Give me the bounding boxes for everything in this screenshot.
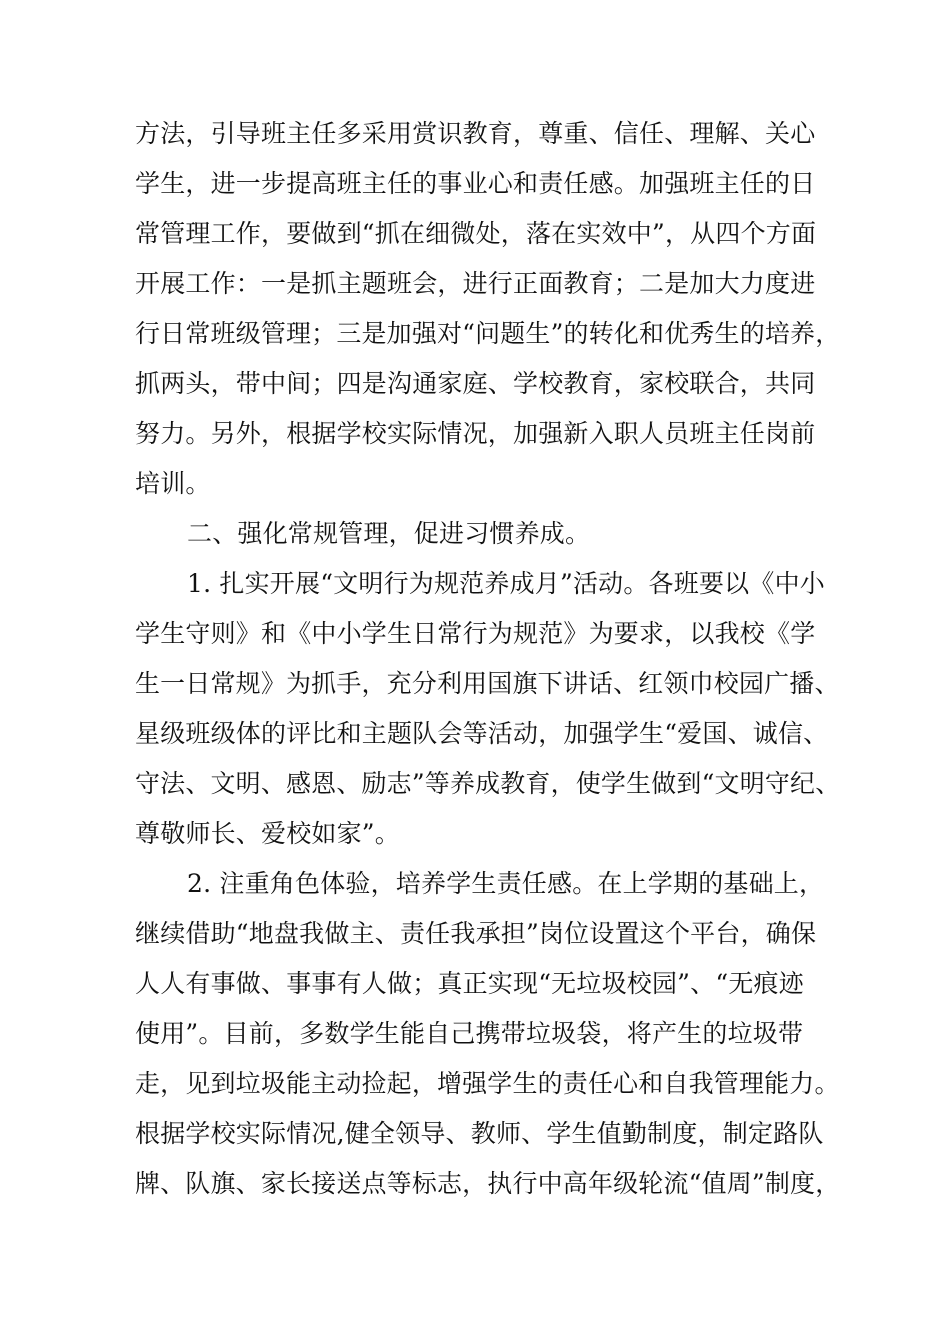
body-text-line: 走，见到垃圾能主动捡起，增强学生的责任心和自我管理能力。 (135, 1069, 840, 1098)
body-text-line: 根据学校实际情况,健全领导、教师、学生值勤制度，制定路队 (135, 1119, 824, 1148)
body-text-line: 守法、文明、感恩、励志”等养成教育，使学生做到“文明守纪、 (135, 769, 841, 798)
body-text-line: 行日常班级管理；三是加强对“问题生”的转化和优秀生的培养， (135, 319, 841, 348)
body-text-line: 学生，进一步提高班主任的事业心和责任感。加强班主任的日 (135, 169, 816, 198)
body-text-line: 继续借助“地盘我做主、责任我承担”岗位设置这个平台，确保 (135, 919, 817, 948)
body-text-line: 努力。另外，根据学校实际情况，加强新入职人员班主任岗前 (135, 419, 816, 448)
body-text-line: 方法，引导班主任多采用赏识教育，尊重、信任、理解、关心 (135, 119, 816, 148)
body-text-line: 牌、队旗、家长接送点等标志，执行中高年级轮流“值周”制度， (135, 1169, 841, 1198)
body-text-line: 学生守则》和《中小学生日常行为规范》为要求，以我校《学 (135, 619, 816, 648)
body-text-line: 抓两头，带中间；四是沟通家庭、学校教育，家校联合，共同 (135, 369, 816, 398)
body-text-line: 常管理工作，要做到“抓在细微处，落在实效中”，从四个方面 (135, 219, 817, 248)
numbered-paragraph-start: 2. 注重角色体验，培养学生责任感。在上学期的基础上， (187, 869, 825, 898)
body-text-line: 人人有事做、事事有人做；真正实现“无垃圾校园”、“无痕迹 (135, 969, 804, 998)
body-text-line: 培训。 (135, 469, 211, 498)
section-heading: 二、强化常规管理，促进习惯养成。 (187, 519, 591, 548)
body-text-line: 星级班级体的评比和主题队会等活动，加强学生“爱国、诚信、 (135, 719, 829, 748)
body-text-line: 尊敬师长、爱校如家”。 (135, 819, 400, 848)
body-text-line: 使用”。目前，多数学生能自己携带垃圾袋，将产生的垃圾带 (135, 1019, 804, 1048)
body-text-line: 开展工作：一是抓主题班会，进行正面教育；二是加大力度进 (135, 269, 816, 298)
numbered-paragraph-start: 1. 扎实开展“文明行为规范养成月”活动。各班要以《中小 (187, 569, 825, 598)
body-text-line: 生一日常规》为抓手，充分利用国旗下讲话、红领巾校园广播、 (135, 669, 840, 698)
